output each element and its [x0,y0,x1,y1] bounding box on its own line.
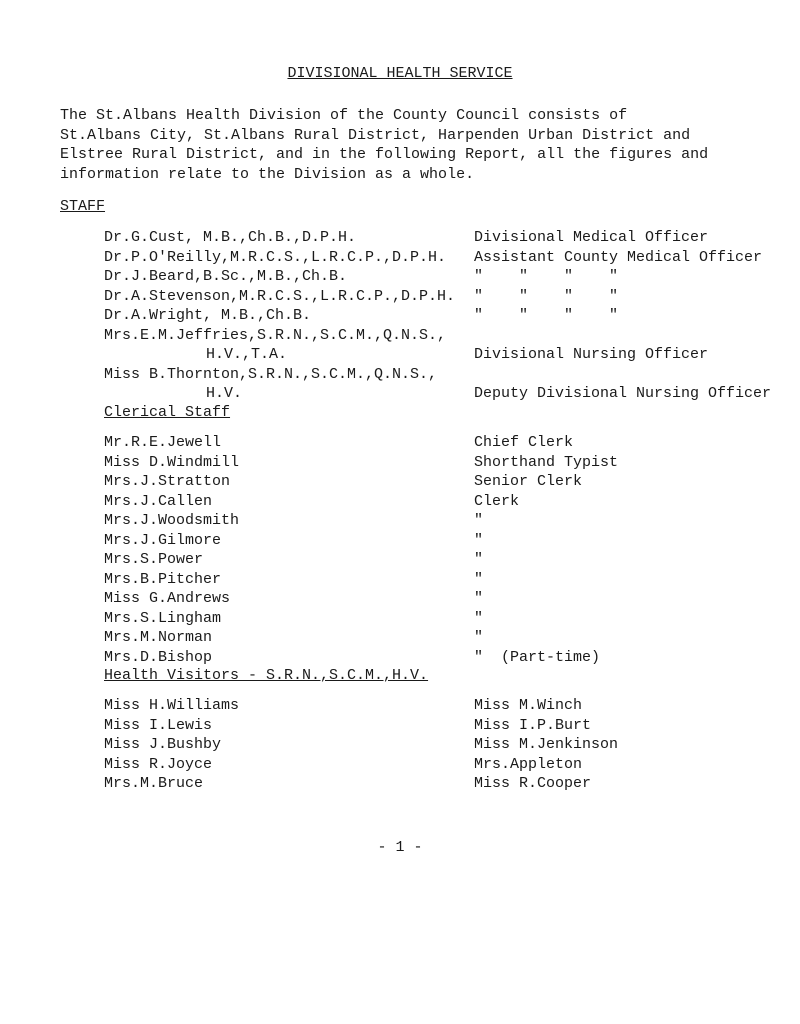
clerical-role: " [474,551,484,568]
health-visitor-name: Miss R.Cooper [474,775,592,792]
clerical-staff-heading [104,403,230,423]
clerical-row [104,589,794,609]
health-visitor-name: Miss J.Bushby [104,736,222,753]
staff-name: Dr.G.Cust, M.B.,Ch.B.,D.P.H. [104,229,357,246]
clerical-name: Mrs.J.Gilmore [104,531,222,549]
clerical-role: " [474,512,484,529]
clerical-row [104,453,794,473]
intro-paragraph [60,106,780,184]
clerical-name: Mrs.M.Norman [104,629,213,646]
intro-line: St.Albans City, St.Albans Rural District, Harpenden Urban District and [60,126,691,144]
clerical-row [104,492,794,512]
staff-row [104,228,794,248]
clerical-name: Mrs.J.Woodsmith [104,512,240,529]
clerical-row [104,609,794,629]
clerical-row [104,648,794,668]
health-visitors-left-column [104,696,404,794]
health-visitors-right-column [474,696,774,794]
staff-role: " " " " [474,268,619,285]
clerical-role: " [474,531,484,549]
clerical-list [104,433,794,667]
clerical-role: " [474,609,484,627]
clerical-role: Shorthand Typist [474,453,619,471]
staff-name: H.V.,T.A. [206,346,288,363]
clerical-row [104,550,794,570]
health-visitor-name: Miss M.Winch [474,697,583,714]
clerical-name: Mrs.B.Pitcher [104,570,222,588]
clerical-name: Mrs.J.Callen [104,492,213,510]
page-number: - 1 - [377,839,423,856]
clerical-role: " [474,570,484,588]
clerical-row [104,531,794,551]
clerical-name: Mrs.S.Lingham [104,609,222,627]
staff-role: " " " " [474,287,619,305]
clerical-row [104,628,794,648]
clerical-row [104,472,794,492]
staff-list [104,228,794,404]
clerical-row [104,511,794,531]
staff-name: Mrs.E.M.Jeffries,S.R.N.,S.C.M.,Q.N.S., [104,326,447,344]
health-visitor-name: Miss I.Lewis [104,716,213,734]
clerical-name: Miss D.Windmill [104,453,240,471]
staff-row [104,306,794,326]
clerical-name: Miss G.Andrews [104,590,231,607]
staff-name: Dr.J.Beard,B.Sc.,M.B.,Ch.B. [104,268,348,285]
health-visitors-heading [104,666,428,686]
staff-row [104,365,794,385]
health-visitor-name: Miss H.Williams [104,697,240,714]
clerical-staff-heading-text: Clerical Staff [104,404,231,421]
clerical-row [104,433,794,453]
staff-row [104,345,794,365]
intro-line: Elstree Rural District, and in the following Report, all the figures and [60,146,709,163]
intro-line: The St.Albans Health Division of the County Council consists of [60,107,628,124]
staff-role: Divisional Nursing Officer [474,346,709,363]
staff-name: H.V. [206,385,243,402]
clerical-role: " [474,590,484,607]
health-visitor-name: Mrs.M.Bruce [104,775,204,792]
clerical-role: " [474,629,484,646]
clerical-role: Senior Clerk [474,473,583,490]
clerical-role: Chief Clerk [474,434,574,451]
staff-role: " " " " [474,307,619,324]
document-title: DIVISIONAL HEALTH SERVICE [287,65,513,82]
staff-name: Dr.A.Wright, M.B.,Ch.B. [104,307,312,324]
clerical-name: Mrs.S.Power [104,551,204,568]
staff-role: Divisional Medical Officer [474,229,709,246]
staff-name: Dr.A.Stevenson,M.R.C.S.,L.R.C.P.,D.P.H. [104,287,456,305]
health-visitor-name: Mrs.Appleton [474,755,583,773]
staff-row [104,326,794,346]
staff-name: Miss B.Thornton,S.R.N.,S.C.M.,Q.N.S., [104,365,438,383]
staff-row [104,248,794,268]
health-visitors-heading-text: Health Visitors - S.R.N.,S.C.M.,H.V. [104,667,429,684]
health-visitor-name: Miss M.Jenkinson [474,736,619,753]
clerical-name: Mrs.D.Bishop [104,648,213,666]
clerical-role: Clerk [474,492,520,510]
staff-row [104,287,794,307]
clerical-name: Mr.R.E.Jewell [104,434,222,451]
staff-role: Deputy Divisional Nursing Officer [474,385,772,402]
staff-row [104,267,794,287]
staff-name: Dr.P.O'Reilly,M.R.C.S.,L.R.C.P.,D.P.H. [104,248,447,266]
clerical-role: " (Part-time) [474,648,601,666]
clerical-name: Mrs.J.Stratton [104,473,231,490]
staff-row [104,384,794,404]
intro-line: information relate to the Division as a whole. [60,165,475,183]
staff-role: Assistant County Medical Officer [474,248,763,266]
health-visitor-name: Miss I.P.Burt [474,716,592,734]
clerical-row [104,570,794,590]
health-visitor-name: Miss R.Joyce [104,755,213,773]
staff-heading: STAFF [60,198,106,215]
